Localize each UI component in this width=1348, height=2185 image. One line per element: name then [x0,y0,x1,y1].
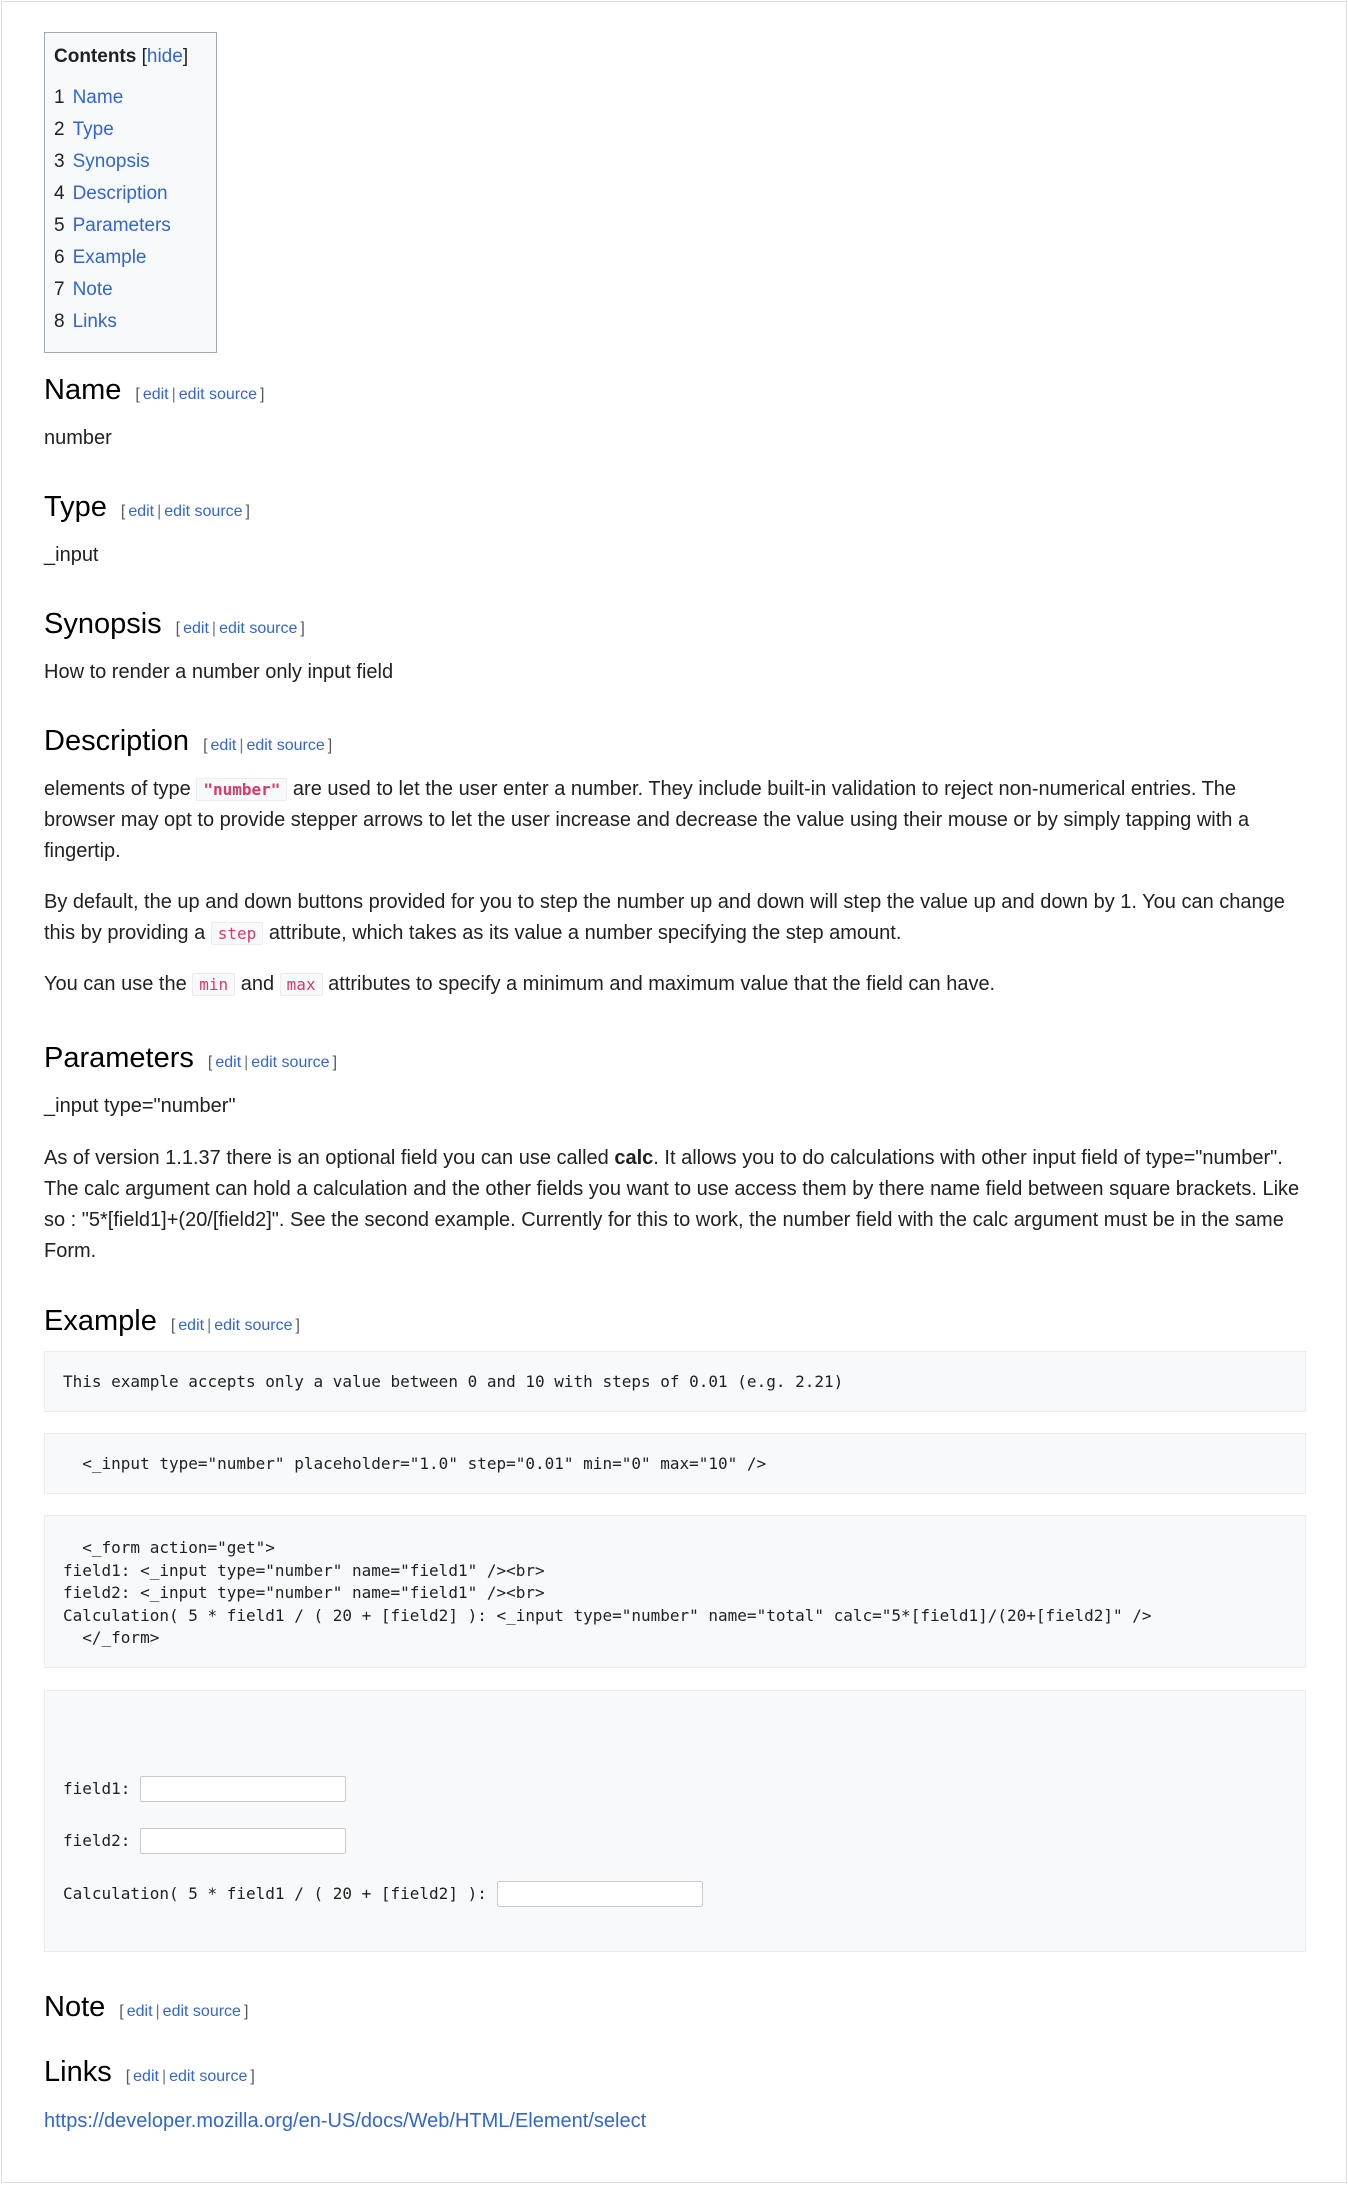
edit-links: [ edit | edit source ] [125,2068,255,2085]
paragraph: As of version 1.1.37 there is an optional field you can use called calc. It allows you to do calculations with other input field of type="number". The calc argument can hold a calculation and the other fields you want to use access them by there name field between square brackets. Like so : "5*[field1]+(20/[field2]". See the second example. Currently for this to work, the number field with the calc argument must be in the same Form. [44,1147,1300,1262]
toc-number: 3 [54,151,65,172]
edit-source-link[interactable]: edit source [219,620,298,637]
heading-text: Name [44,374,122,406]
section-parameters [44,1040,1308,1081]
toc-link-note[interactable]: Note [72,279,113,300]
toc-link-description[interactable]: Description [72,183,168,204]
section-heading [44,1040,1308,1081]
toc-number: 8 [54,311,65,332]
edit-links: [ edit | edit source ] [135,386,265,403]
paragraph: number [44,427,112,449]
inline-code: min [192,973,235,996]
section-description [44,723,1308,764]
section-name [44,372,1308,413]
code-block-description: This example accepts only a value between 0 and 10 with steps of 0.01 (e.g. 2.21) [44,1351,1306,1412]
edit-links: [ edit | edit source ] [170,1317,300,1334]
heading-text: Example [44,1305,157,1337]
section-description-body [44,774,1308,1000]
edit-links: [ edit | edit source ] [119,2003,249,2020]
section-synopsis-body [44,657,1308,688]
section-links [44,2054,1308,2095]
code-block-form-example: <_form action="get"> field1: <_input type="number" name="field1" /><br> field2: <_input type="number" name="field1" /><br> Calculation( 5 * field1 / ( 20 + [field2] ): <_input type="number" name="total" calc="5*[field1]/(20+[field2]" /> </_form> [44,1515,1306,1668]
inline-code: max [280,973,323,996]
edit-link[interactable]: edit [142,386,169,403]
heading-text: Links [44,2056,112,2088]
toc-link-name[interactable]: Name [72,87,124,108]
paragraph: _input type="number" [44,1095,236,1117]
heading-text: Type [44,491,107,523]
section-note [44,1989,1308,2030]
edit-source-link[interactable]: edit source [246,737,325,754]
field2-input[interactable] [140,1828,346,1854]
inline-code: step [211,922,264,945]
edit-link[interactable]: edit [133,2068,159,2085]
paragraph: _input [44,544,99,566]
paragraph: By default, the up and down buttons provided for you to step the number up and down will step the value up and down by 1. You can change this by providing a step attribute, which takes as its value a number specifying the step amount. [44,891,1285,944]
calculation-input[interactable] [497,1881,703,1907]
field2-label: field2: [63,1830,131,1850]
edit-links: [ edit | edit source ] [175,620,305,637]
edit-link[interactable]: edit [210,737,237,754]
calculation-label: Calculation( 5 * field1 / ( 20 + [field2] ): [63,1883,487,1903]
toc-header [54,46,207,68]
toc-number: 6 [54,247,65,268]
section-heading [44,2054,1308,2095]
code-block-input-example: <_input type="number" placeholder="1.0" step="0.01" min="0" max="10" /> [44,1433,1306,1494]
toc-hide-toggle: [hide] [141,46,189,67]
section-name-body [44,423,1308,454]
toc-hide-link[interactable]: hide [146,46,183,67]
toc-link-synopsis[interactable]: Synopsis [72,151,150,172]
toc-item-synopsis[interactable] [54,146,207,178]
section-heading [44,1989,1308,2030]
edit-source-link[interactable]: edit source [214,1317,293,1334]
heading-text: Note [44,1991,106,2023]
toc-title: Contents [54,46,137,67]
field1-label: field1: [63,1778,131,1798]
section-example [44,1303,1308,1344]
section-heading [44,489,1308,530]
section-parameters-body [44,1091,1308,1267]
form-row-field2 [63,1828,346,1854]
section-heading [44,1303,1308,1344]
toc-link-links[interactable]: Links [72,311,117,332]
heading-text: Parameters [44,1042,194,1074]
edit-source-link[interactable]: edit source [178,386,258,403]
edit-link[interactable]: edit [126,2003,153,2020]
toc-item-description[interactable] [54,178,207,210]
toc-number: 5 [54,215,65,236]
edit-source-link[interactable]: edit source [162,2003,241,2020]
inline-code: "number" [196,778,287,801]
section-synopsis [44,606,1308,647]
toc-number: 1 [54,87,65,108]
toc-item-example[interactable] [54,242,207,274]
toc-link-parameters[interactable]: Parameters [72,215,171,236]
heading-text: Description [44,725,190,757]
edit-links: [ edit | edit source ] [120,503,250,520]
toc-link-type[interactable]: Type [72,119,114,140]
section-heading [44,606,1308,647]
form-row-calculation [63,1881,703,1907]
section-type-body [44,540,1308,571]
toc-item-note[interactable] [54,274,207,306]
toc-number: 2 [54,119,65,140]
paragraph: elements of type "number" are used to let the user enter a number. They include built-in validation to reject non-numerical entries. The browser may opt to provide stepper arrows to let the user increase and decrease the value using their mouse or by simply tapping with a fingertip. [44,778,1250,862]
edit-source-link[interactable]: edit source [164,503,243,520]
edit-source-link[interactable]: edit source [251,1054,330,1071]
paragraph [44,2106,1308,2137]
edit-source-link[interactable]: edit source [169,2068,248,2085]
edit-link[interactable]: edit [183,620,209,637]
rendered-form-example [44,1690,1306,1952]
toc-link-example[interactable]: Example [72,247,147,268]
toc-item-links[interactable] [54,306,207,338]
edit-links: [ edit | edit source ] [203,737,333,754]
field1-input[interactable] [140,1776,346,1802]
toc-item-parameters[interactable] [54,210,207,242]
paragraph: How to render a number only input field [44,661,394,683]
toc-number: 4 [54,183,65,204]
edit-link[interactable]: edit [215,1054,242,1071]
edit-link[interactable]: edit [178,1317,205,1334]
toc-list [54,82,207,338]
bold-text: calc [614,1147,654,1169]
section-heading [44,723,1308,764]
toc-item-name[interactable] [54,82,207,114]
paragraph: You can use the min and max attributes to specify a minimum and maximum value that the field can have. [44,973,996,995]
section-type [44,489,1308,530]
toc-number: 7 [54,279,65,300]
external-link[interactable]: https://developer.mozilla.org/en-US/docs/Web/HTML/Element/select [44,2110,647,2132]
form-row-field1 [63,1776,346,1802]
section-links-body [44,2106,1308,2137]
toc-item-type[interactable] [54,114,207,146]
page [1,1,1347,2183]
heading-text: Synopsis [44,608,162,640]
table-of-contents [44,32,217,353]
edit-link[interactable]: edit [128,503,155,520]
edit-links: [ edit | edit source ] [207,1054,338,1071]
section-heading [44,372,1308,413]
